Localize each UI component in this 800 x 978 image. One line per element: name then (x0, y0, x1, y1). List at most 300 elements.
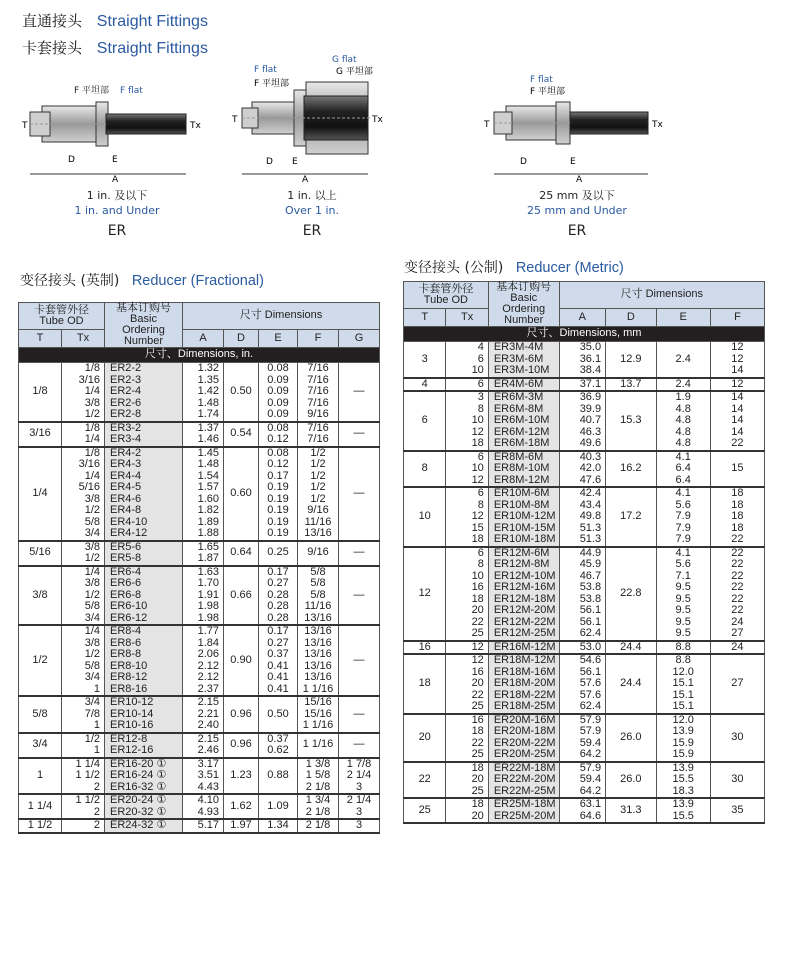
fractional-cell-g-stack (342, 795, 376, 818)
metric-cell-f-value: 30 (731, 773, 744, 785)
metric-cell-f-value: 22 (731, 604, 744, 616)
metric-cell-number-value: ER6M-3M (493, 391, 544, 403)
metric-cell-d: 31.3 (606, 798, 656, 823)
fractional-cell-f-stack (301, 795, 335, 818)
metric-cell-tx-value: 16 (471, 581, 484, 593)
fractional-cell-e-value: 0.19 (267, 492, 289, 505)
fractional-cell-f-stack (301, 820, 335, 832)
frac-col-a: A (183, 329, 224, 347)
fractional-cell-g: — (339, 541, 380, 566)
metric-cell-tx-stack (449, 379, 483, 391)
fractional-cell-tx-value: 3/4 (84, 696, 100, 708)
metric-row (404, 641, 765, 655)
fractional-cell-tx-stack (65, 697, 100, 732)
fractional-cell-f-stack (301, 363, 335, 421)
fractional-cell-g (339, 794, 380, 819)
caption-left (42, 188, 192, 239)
fractional-cell-a-stack (186, 734, 219, 757)
metric-cell-f-value: 24 (731, 640, 744, 653)
metric-row (404, 798, 765, 823)
metric-cell-tx-stack (449, 488, 483, 546)
fractional-cell-a-stack (186, 626, 219, 695)
frac-h-order-en: Basic Ordering (122, 313, 165, 336)
metric-h-order (488, 282, 559, 327)
metric-row (404, 762, 765, 799)
metric-cell-tx-value: 25 (471, 700, 484, 712)
metric-cell-t: 25 (404, 798, 446, 823)
fractional-cell-e (259, 758, 298, 795)
metric-cell-number-stack (494, 763, 556, 798)
fractional-cell-a-value: 1.91 (197, 588, 219, 601)
metric-cell-number (488, 487, 559, 547)
metric-cell-e-stack (660, 548, 707, 640)
metric-cell-t: 22 (404, 762, 446, 799)
fractional-cell-d: 0.54 (224, 422, 259, 447)
caption-left-model: ER (107, 223, 127, 239)
metric-row (404, 654, 765, 714)
metric-cell-f-stack (714, 774, 761, 786)
fractional-cell-a-value: 1.65 (197, 540, 219, 553)
fractional-cell-number-value: ER4-4 (110, 469, 142, 482)
mid-f-flat-zh: F 平坦部 (254, 79, 290, 89)
fractional-cell-g: — (339, 363, 380, 422)
metric-cell-f-value: 22 (731, 533, 744, 545)
fractional-cell-tx (62, 758, 105, 795)
metric-cell-a-value: 46.3 (579, 425, 602, 438)
metric-cell-a-value: 59.4 (579, 773, 602, 785)
metric-cell-f-value: 22 (731, 592, 744, 605)
metric-cell-e-value: 13.9 (672, 761, 694, 774)
left-e-label: E (112, 155, 118, 165)
metric-cell-number-value: ER10M-6M (493, 487, 550, 499)
fractional-cell-e-value: 0.09 (267, 385, 289, 397)
metric-cell-a (559, 798, 606, 823)
fractional-cell-a-value: 2.06 (197, 648, 219, 660)
fractional-cell-f-value: 1/2 (310, 446, 326, 459)
metric-cell-e-value: 9.5 (675, 581, 691, 593)
fractional-cell-e (259, 422, 298, 447)
fractional-cell-a-value: 1.46 (197, 433, 219, 445)
fractional-title-en: Reducer (Fractional) (131, 273, 264, 289)
fractional-cell-a-value: 1.87 (197, 552, 219, 564)
metric-cell-number-value: ER12M-16M (493, 581, 556, 593)
fractional-cell-f-value: 5/8 (310, 588, 326, 601)
fractional-cell-f-value: 1/2 (310, 481, 326, 493)
metric-cell-e-value: 9.5 (675, 627, 691, 639)
fractional-cell-e (259, 447, 298, 541)
metric-cell-tx-value: 6 (477, 377, 484, 390)
metric-cell-tx-value: 20 (471, 809, 484, 822)
metric-cell-e-stack (660, 379, 707, 391)
metric-cell-e-value: 15.9 (672, 736, 694, 749)
metric-cell-e (656, 342, 710, 378)
metric-cell-a-value: 62.4 (579, 700, 602, 712)
metric-cell-d: 26.0 (606, 762, 656, 799)
fractional-cell-e (259, 733, 298, 758)
metric-cell-f-value: 14 (731, 364, 744, 376)
fractional-cell-f-value: 7/16 (307, 385, 329, 397)
right-t-label: T (484, 120, 490, 130)
metric-cell-a-value: 53.8 (579, 581, 602, 593)
metric-cell-tx-value: 6 (477, 487, 484, 499)
fractional-cell-number-stack (110, 795, 179, 818)
fractional-cell-number (105, 819, 183, 833)
metric-cell-number-value: ER10M-8M (493, 498, 550, 511)
fractional-cell-a-value: 3.51 (197, 769, 219, 781)
metric-cell-f-stack (714, 463, 761, 475)
fractional-cell-tx-value: 7/8 (84, 707, 100, 720)
frac-h-tube-en: Tube OD (39, 314, 84, 327)
fractional-cell-e-stack (262, 567, 294, 625)
fractional-cell-number-value: ER12-16 (110, 744, 154, 756)
metric-cell-tx-stack (449, 392, 483, 450)
fractional-cell-tx-value: 3/8 (84, 540, 100, 553)
metric-cell-number-stack (494, 715, 556, 761)
metric-cell-tx-stack (449, 655, 483, 713)
mid-t-label: T (232, 115, 238, 125)
fractional-cell-a-value: 1.60 (197, 492, 219, 505)
metric-cell-f-value: 24 (731, 615, 744, 628)
metric-cell-number-value: ER12M-25M (493, 627, 556, 639)
fractional-cell-g (339, 819, 380, 833)
fractional-cell-g-stack (342, 820, 376, 832)
fractional-cell-e-value: 0.41 (267, 671, 289, 683)
metric-cell-number-value: ER10M-12M (493, 510, 556, 522)
metric-cell-a-stack (563, 548, 602, 640)
metric-cell-f-value: 30 (731, 730, 744, 743)
metric-cell-f-value: 22 (731, 437, 744, 449)
fractional-cell-e-stack (262, 448, 294, 540)
metric-h-order-en2: Number (504, 314, 544, 326)
frac-col-tx: Tx (62, 329, 105, 347)
metric-cell-number-stack (494, 488, 556, 546)
metric-cell-tx-value: 10 (471, 462, 484, 474)
metric-cell-a-stack (563, 342, 602, 377)
metric-title-en: Reducer (Metric) (515, 260, 624, 276)
metric-cell-e-value: 4.8 (675, 402, 691, 415)
metric-cell-number-stack (494, 379, 556, 391)
metric-cell-f (710, 798, 764, 823)
fractional-cell-e (259, 625, 298, 696)
fractional-cell-tx-stack (65, 734, 100, 757)
caption-middle (237, 188, 387, 239)
metric-cell-number-value: ER20M-22M (493, 736, 556, 749)
fractional-cell-g: — (339, 733, 380, 758)
header-line-1-en: Straight Fittings (96, 13, 208, 30)
fractional-cell-f-value: 1/2 (310, 458, 326, 470)
metric-cell-tx-value: 20 (471, 677, 484, 689)
fractional-cell-tx-value: 1 1/4 (75, 757, 100, 770)
metric-cell-a-value: 62.4 (579, 627, 602, 639)
fractional-cell-tx-value: 3/16 (78, 373, 100, 386)
metric-cell-number-stack (494, 392, 556, 450)
fractional-cell-f (298, 422, 339, 447)
metric-cell-a-value: 53.0 (579, 640, 602, 653)
metric-cell-a (559, 487, 606, 547)
metric-cell-tx-value: 25 (471, 627, 484, 639)
fractional-cell-f-value: 1 1/16 (302, 682, 334, 695)
fractional-cell-d: 1.97 (224, 819, 259, 833)
metric-cell-a-value: 38.4 (579, 364, 602, 376)
fractional-cell-tx-value: 3/8 (84, 396, 100, 409)
fractional-cell-a (183, 363, 224, 422)
metric-cell-a-value: 36.9 (579, 391, 602, 403)
metric-cell-t: 18 (404, 654, 446, 714)
metric-row (404, 487, 765, 547)
metric-cell-e-value: 5.6 (675, 558, 691, 570)
fractional-cell-a-value: 1.70 (197, 577, 219, 589)
fractional-cell-a-value: 1.54 (197, 469, 219, 482)
metric-cell-tx-value: 3 (477, 391, 484, 403)
mid-tx-label: Tx (372, 115, 383, 125)
metric-cell-number-value: ER4M-6M (493, 377, 544, 390)
fractional-cell-g-value: 2 1/4 (346, 769, 372, 781)
fractional-cell-e-stack (262, 801, 294, 813)
fractional-cell-number (105, 625, 183, 696)
fractional-cell-f-value: 7/16 (307, 362, 329, 374)
fractional-cell-e-value: 0.17 (267, 469, 289, 482)
fractional-row (19, 819, 380, 833)
fractional-cell-a-value: 1.45 (197, 446, 219, 459)
metric-cell-tx (446, 654, 488, 714)
metric-cell-a-value: 56.1 (579, 665, 602, 678)
fractional-cell-tx-stack (65, 820, 100, 832)
metric-cell-f-value: 12 (731, 377, 744, 390)
fractional-cell-d: 1.62 (224, 794, 259, 819)
fractional-cell-e-value: 0.27 (267, 636, 289, 649)
fractional-cell-a-value: 5.17 (197, 819, 219, 831)
metric-cell-f-value: 12 (731, 341, 744, 353)
metric-cell-e (656, 654, 710, 714)
metric-cell-f (710, 654, 764, 714)
metric-cell-tx-value: 4 (477, 341, 484, 353)
right-f-flat-zh: F 平坦部 (530, 87, 566, 97)
fractional-cell-tx-value: 5/8 (84, 659, 100, 672)
metric-cell-d: 24.4 (606, 641, 656, 655)
frac-col-t: T (19, 329, 62, 347)
metric-cell-tx-value: 8 (477, 402, 484, 415)
fractional-cell-number-value: ER4-6 (110, 492, 142, 505)
fractional-cell-f-stack (301, 423, 335, 446)
fractional-cell-t: 1 1/2 (19, 819, 62, 833)
metric-cell-e-value: 8.8 (675, 640, 691, 653)
fractional-row (19, 566, 380, 626)
metric-cell-e-value: 7.9 (675, 533, 691, 545)
fractional-cell-tx-value: 3/8 (84, 492, 100, 505)
fractional-cell-e-value: 0.28 (267, 600, 289, 612)
fractional-cell-e-value: 0.88 (267, 769, 289, 781)
metric-cell-tx-stack (449, 763, 483, 798)
fractional-cell-f-value: 11/16 (304, 515, 332, 528)
metric-cell-number-stack (494, 655, 556, 713)
metric-col-a: A (559, 308, 606, 326)
fractional-cell-e-value: 0.27 (267, 577, 289, 589)
fractional-cell-f-stack (301, 626, 335, 695)
fractional-cell-a (183, 733, 224, 758)
metric-cell-tx-stack (449, 342, 483, 377)
fractional-cell-a-stack (186, 363, 219, 421)
metric-cell-e (656, 487, 710, 547)
metric-cell-number-value: ER25M-18M (493, 798, 556, 810)
fractional-cell-tx-value: 3/4 (84, 611, 100, 624)
fractional-cell-f-stack (301, 697, 335, 732)
metric-cell-t: 3 (404, 342, 446, 378)
fractional-cell-tx (62, 733, 105, 758)
metric-cell-t: 20 (404, 714, 446, 762)
metric-cell-f (710, 451, 764, 488)
fractional-cell-number (105, 794, 183, 819)
metric-cell-e (656, 641, 710, 655)
metric-cell-tx-value: 12 (471, 473, 484, 486)
fractional-cell-f (298, 794, 339, 819)
metric-cell-e-value: 2.4 (675, 352, 691, 365)
fractional-row (19, 696, 380, 733)
fractional-cell-e-value: 0.08 (267, 421, 289, 434)
fractional-cell-number-value: ER6-10 (110, 600, 148, 612)
metric-h-tube-zh: 卡套管外径 (418, 282, 474, 295)
fractional-cell-a-value: 1.57 (197, 481, 219, 493)
fitting-diagram-right (484, 72, 674, 184)
fractional-cell-d: 1.23 (224, 758, 259, 795)
fractional-cell-number-value: ER20-24 ① (110, 794, 167, 806)
fractional-cell-f (298, 733, 339, 758)
metric-cell-t: 8 (404, 451, 446, 488)
fractional-cell-tx-value: 1 1/2 (75, 769, 100, 781)
fractional-cell-number-stack (110, 759, 179, 794)
metric-row (404, 547, 765, 641)
metric-cell-a-stack (563, 452, 602, 487)
metric-cell-a-value: 37.1 (579, 377, 602, 390)
fractional-cell-a-stack (186, 697, 219, 732)
metric-cell-tx-value: 18 (471, 437, 484, 449)
fractional-cell-a (183, 625, 224, 696)
fractional-cell-a-value: 2.46 (197, 744, 219, 756)
fractional-cell-f-value: 13/16 (304, 659, 332, 672)
metric-h-order-zh: 基本订购号 (496, 281, 552, 293)
frac-h-order-zh: 基本订购号 (116, 302, 171, 314)
metric-col-t: T (404, 308, 446, 326)
metric-cell-e-stack (660, 763, 707, 798)
fractional-cell-tx (62, 541, 105, 566)
frac-col-d: D (224, 329, 259, 347)
fractional-cell-a-stack (186, 542, 219, 565)
fractional-cell-f (298, 758, 339, 795)
fractional-cell-g: — (339, 447, 380, 541)
metric-cell-f-value: 22 (731, 558, 744, 570)
fractional-row (19, 733, 380, 758)
metric-cell-tx (446, 762, 488, 799)
fractional-cell-number-stack (110, 567, 179, 625)
metric-cell-number-value: ER18M-12M (493, 654, 556, 666)
fractional-cell-number-stack (110, 626, 179, 695)
metric-cell-number-value: ER20M-16M (493, 713, 556, 726)
fractional-cell-tx-value: 3/16 (78, 458, 100, 470)
metric-cell-e (656, 391, 710, 451)
metric-cell-number (488, 547, 559, 641)
fractional-cell-e-value: 0.09 (267, 408, 289, 420)
fractional-cell-d: 0.96 (224, 696, 259, 733)
fractional-cell-number-stack (110, 734, 179, 757)
fractional-cell-a-value: 1.84 (197, 636, 219, 649)
caption-right-en: 25 mm and Under (527, 204, 627, 217)
header-line-1-zh: 直通接头 (22, 12, 83, 30)
fractional-cell-number-value: ER2-3 (110, 373, 142, 386)
fractional-cell-t: 3/16 (19, 422, 62, 447)
metric-cell-number-value: ER12M-22M (493, 615, 556, 628)
metric-cell-f-value: 15 (731, 462, 744, 474)
fractional-cell-f-value: 9/16 (307, 408, 329, 420)
metric-cell-e-value: 6.4 (675, 473, 691, 486)
fractional-cell-tx-value: 1/2 (84, 504, 100, 516)
fractional-cell-e-value: 0.28 (267, 611, 289, 624)
fractional-cell-number-value: ER24-32 ① (110, 819, 167, 831)
fractional-cell-f-value: 1 3/8 (305, 757, 331, 770)
metric-cell-a-value: 42.4 (579, 487, 602, 499)
fractional-cell-number-value: ER4-2 (110, 446, 142, 459)
fractional-cell-tx-stack (65, 423, 100, 446)
metric-cell-tx-value: 10 (471, 569, 484, 582)
metric-cell-tx-value: 20 (471, 773, 484, 785)
metric-cell-tx (446, 714, 488, 762)
metric-cell-f (710, 641, 764, 655)
fractional-cell-g-value: 3 (355, 780, 363, 793)
right-f-flat-en: F flat (530, 75, 553, 85)
metric-cell-number (488, 391, 559, 451)
metric-cell-number-value: ER20M-25M (493, 748, 556, 760)
fractional-cell-tx-value: 1/4 (84, 625, 100, 637)
fractional-cell-number-value: ER6-8 (110, 588, 142, 601)
fractional-cell-tx-value: 1/8 (84, 421, 100, 434)
header-line-2 (22, 37, 208, 58)
fractional-cell-number-stack (110, 448, 179, 540)
fractional-cell-e (259, 541, 298, 566)
metric-cell-number (488, 378, 559, 392)
fractional-cell-a-stack (186, 448, 219, 540)
fractional-cell-number-value: ER8-16 (110, 682, 148, 695)
metric-title-zh: 变径接头 (公制) (404, 260, 504, 276)
metric-cell-number-value: ER12M-6M (493, 546, 550, 559)
metric-cell-f (710, 762, 764, 799)
fractional-cell-tx-value: 5/16 (78, 481, 100, 493)
metric-cell-a-stack (563, 763, 602, 798)
fractional-cell-e-value: 0.41 (267, 682, 289, 695)
metric-cell-a-value: 57.6 (579, 677, 602, 689)
fractional-cell-e-value: 1.34 (267, 819, 289, 831)
metric-cell-d: 13.7 (606, 378, 656, 392)
fractional-cell-e-stack (262, 363, 294, 421)
metric-cell-f (710, 378, 764, 392)
fractional-cell-e-stack (262, 423, 294, 446)
fractional-cell-a (183, 696, 224, 733)
fractional-cell-t: 1 1/4 (19, 794, 62, 819)
fractional-cell-f-stack (301, 567, 335, 625)
metric-cell-d: 16.2 (606, 451, 656, 488)
fractional-cell-tx-value: 3/4 (84, 527, 100, 539)
metric-cell-tx-value: 18 (471, 533, 484, 545)
metric-cell-e-value: 1.9 (675, 391, 691, 403)
metric-col-d: D (606, 308, 656, 326)
fractional-cell-number-value: ER8-4 (110, 625, 142, 637)
fractional-cell-e-stack (262, 709, 294, 721)
fractional-cell-a (183, 422, 224, 447)
fractional-cell-t: 3/8 (19, 566, 62, 626)
fractional-cell-e-stack (262, 820, 294, 832)
fractional-cell-number (105, 541, 183, 566)
metric-cell-e-value: 4.8 (675, 425, 691, 438)
metric-cell-e-value: 15.5 (672, 809, 694, 822)
fractional-cell-number-value: ER20-32 ① (110, 805, 167, 818)
fractional-cell-a-value: 1.32 (197, 362, 219, 374)
